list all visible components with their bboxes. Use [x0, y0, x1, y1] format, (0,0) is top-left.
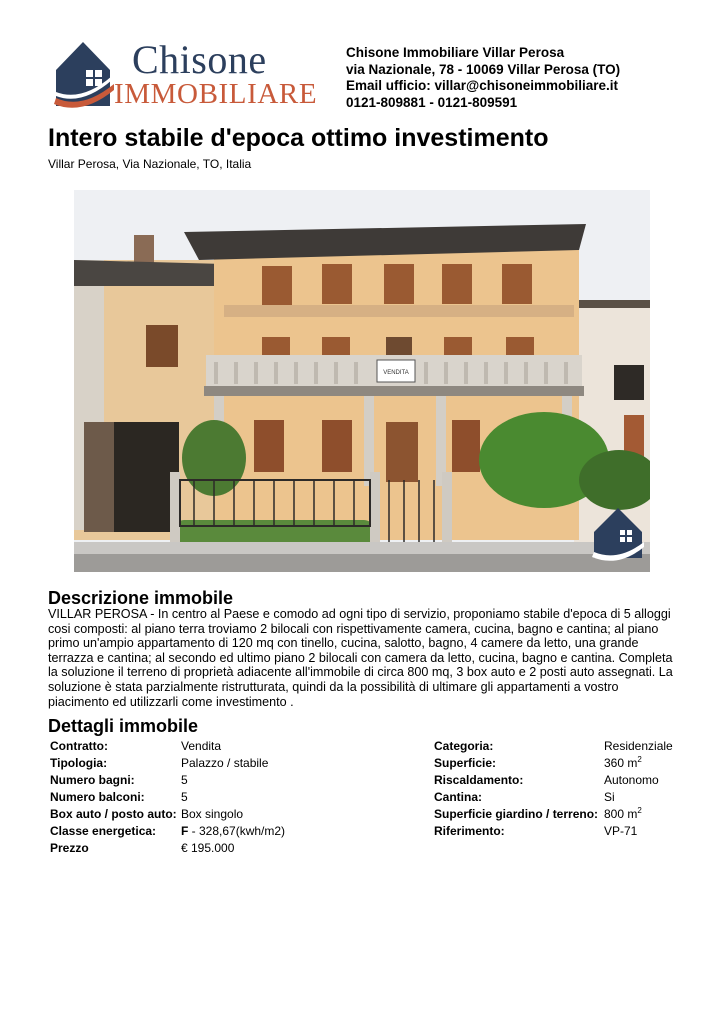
energy-class-letter: F — [181, 824, 189, 838]
detail-value: Box singolo — [181, 807, 244, 821]
detail-row-balconi — [50, 789, 390, 806]
energy-class-value: - 328,67(kwh/m2) — [188, 824, 286, 838]
detail-label: Riscaldamento: — [434, 773, 524, 787]
detail-row-tipologia — [50, 755, 390, 772]
listing-location: Villar Perosa, Via Nazionale, TO, Italia — [48, 157, 252, 171]
detail-value — [604, 806, 642, 823]
surface-value: 360 m — [604, 756, 638, 770]
detail-row-riscaldamento — [434, 772, 694, 789]
detail-label: Contratto: — [50, 739, 108, 753]
description-heading: Descrizione immobile — [48, 588, 234, 608]
detail-row-bagni — [50, 772, 390, 789]
house-diamond-icon — [52, 40, 114, 112]
detail-value — [604, 755, 642, 772]
detail-label: Cantina: — [434, 790, 482, 804]
agency-email[interactable]: Email ufficio: villar@chisoneimmobiliare.it — [346, 78, 618, 93]
detail-value: VP-71 — [604, 824, 638, 838]
company-logo — [52, 38, 327, 118]
detail-row-box-auto — [50, 806, 390, 823]
detail-row-riferimento — [434, 823, 694, 840]
detail-label: Prezzo — [50, 841, 89, 855]
detail-label: Box auto / posto auto: — [50, 807, 177, 821]
detail-value: Vendita — [181, 739, 222, 753]
listing-title: Intero stabile d'epoca ottimo investimento — [48, 124, 549, 152]
unit-superscript: 2 — [637, 755, 642, 764]
detail-row-contratto — [50, 738, 390, 755]
detail-label: Numero bagni: — [50, 773, 135, 787]
detail-value: € 195.000 — [181, 841, 235, 855]
agency-contact-block — [346, 45, 620, 111]
agency-address: via Nazionale, 78 - 10069 Villar Perosa (TO) — [346, 61, 621, 77]
detail-row-prezzo — [50, 840, 390, 857]
detail-value: 5 — [181, 790, 188, 804]
details-heading: Dettagli immobile — [48, 716, 199, 736]
detail-label: Tipologia: — [50, 756, 108, 770]
logo-text-bottom: IMMOBILIARE — [114, 78, 318, 110]
detail-label: Classe energetica: — [50, 824, 157, 838]
detail-value: Autonomo — [604, 773, 659, 787]
detail-row-cantina — [434, 789, 694, 806]
detail-row-superficie-giardino — [434, 806, 694, 823]
detail-row-classe-energetica — [50, 823, 390, 840]
detail-value: Residenziale — [604, 739, 673, 753]
detail-label: Categoria: — [434, 739, 494, 753]
unit-superscript: 2 — [637, 806, 642, 815]
property-photo — [74, 190, 650, 572]
garden-surface-value: 800 m — [604, 807, 638, 821]
details-left-column — [50, 738, 390, 857]
detail-row-superficie — [434, 755, 694, 772]
detail-label: Superficie: — [434, 756, 497, 770]
agency-phones[interactable]: 0121-809881 - 0121-809591 — [346, 94, 518, 110]
detail-label: Riferimento: — [434, 824, 505, 838]
agency-name: Chisone Immobiliare Villar Perosa — [346, 45, 565, 60]
description-text: VILLAR PEROSA - In centro al Paese e comodo ad ogni tipo di servizio, proponiamo stabile d'epoca di 5 alloggi cosi composti: al piano terra troviamo 2 bilocali con rispettivamente camera, cucina, bagno e cantina; al piano primo un'ampio appartamento di 120 mq con tinello, cucina, salotto, bagno, 4 camere da letto, una grande terrazza e cantina; al secondo ed ultimo piano 2 bilocali con camera da letto, cucina, bagno e cantina. Completa la soluzione il terreno di proprietà adiacente all'immobile di circa 800 mq, 3 box auto e 2 posti auto assegnati. La soluzione è stata parzialmente ristrutturata, quindi da la possibilità di ultimare gli appartamenti a vostro piacimento ed utilizzarli come investimento . — [48, 607, 673, 709]
detail-row-categoria — [434, 738, 694, 755]
detail-value: Si — [604, 790, 615, 804]
detail-label: Numero balconi: — [50, 790, 145, 804]
logo-text-top: Chisone — [132, 37, 267, 82]
detail-label: Superficie giardino / terreno: — [434, 807, 599, 821]
for-sale-sign: VENDITA — [383, 370, 409, 376]
detail-value: Palazzo / stabile — [181, 756, 269, 770]
detail-value: 5 — [181, 773, 188, 787]
detail-value — [181, 823, 285, 840]
details-right-column — [434, 738, 694, 840]
